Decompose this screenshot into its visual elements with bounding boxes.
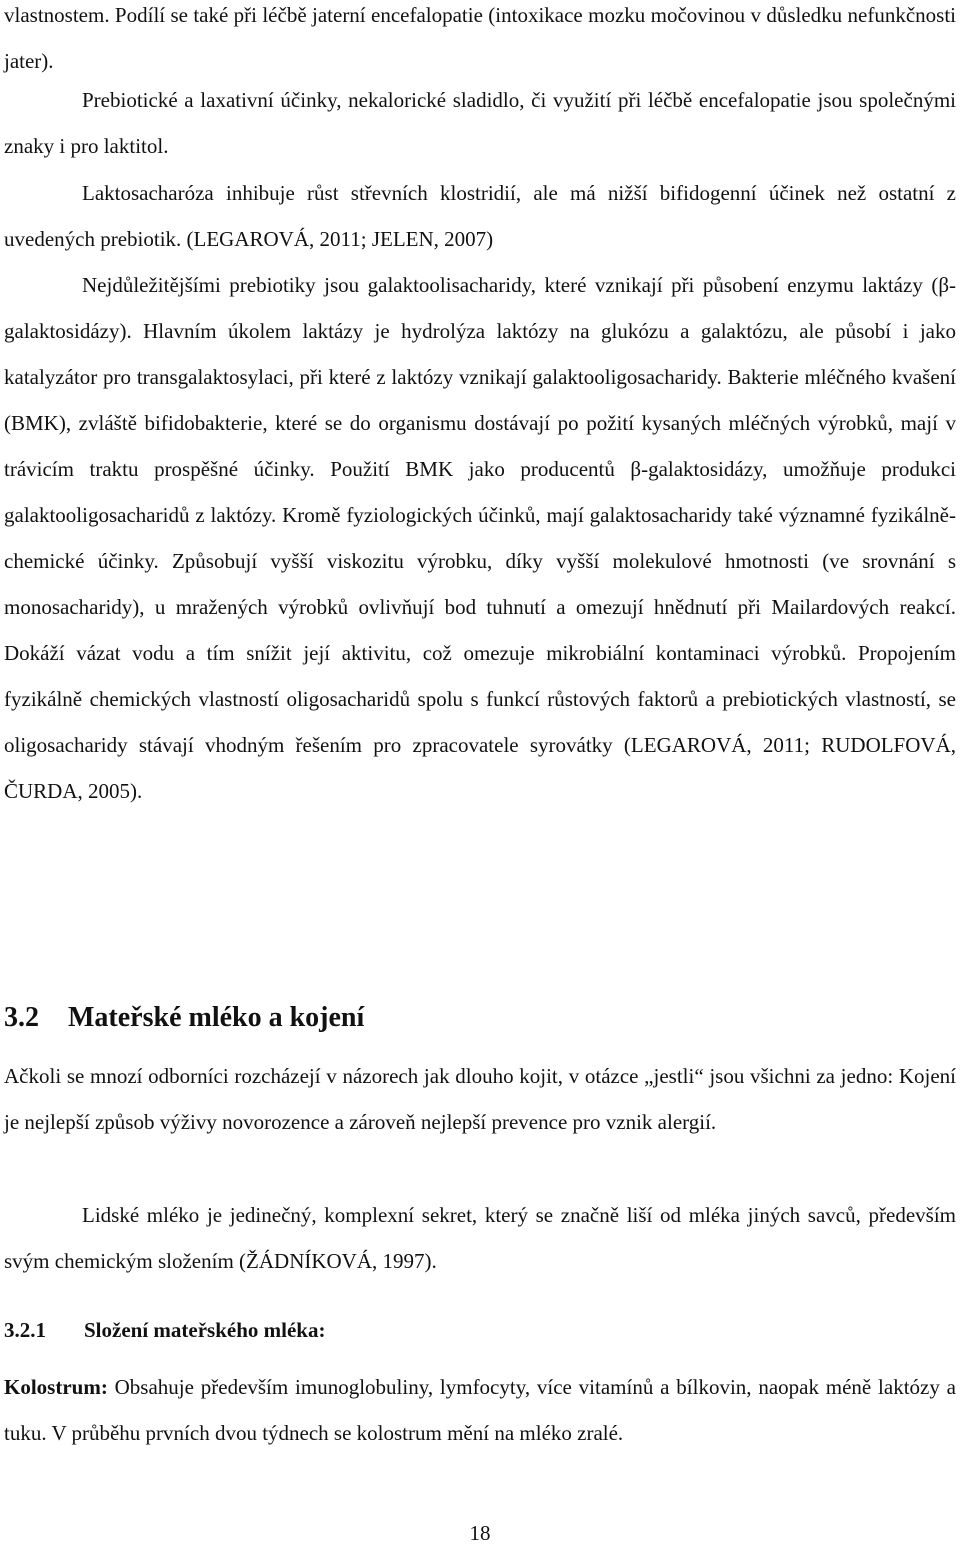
section-heading (4, 996, 364, 1040)
paragraph-kojeni: Ačkoli se mnozí odborníci rozcházejí v názorech jak dlouho kojit, v otázce „jestli“ jsou všichni za jedno: Kojení je nejlepší způsob výživy novorozence a zároveň nejlepší prevence pro vznik alergií. (4, 1064, 956, 1134)
paragraph-galaktooligosacharidy: Nejdůležitějšími prebiotiky jsou galaktoolisacharidy, které vznikají při působení enzymu laktázy (β-galaktosidázy). Hlavním úkolem laktázy je hydrolýza laktózy na glukózu a galaktózu, ale působí i jako katalyzátor pro transgalaktosylaci, při které z laktózy vznikají galaktooligosacharidy. Bakterie mléčného kvašení (BMK), zvláště bifidobakterie, které se do organismu dostávají po požití kysaných mléčných výrobků, mají v trávicím traktu prospěšné účinky. Použití BMK jako producentů β-galaktosidázy, umožňuje produkci galaktooligosacharidů z laktózy. Kromě fyziologických účinků, mají galaktosacharidy také významné fyzikálně-chemické účinky. Způsobují vyšší viskozitu výrobku, díky vyšší molekulové hmotnosti (ve srovnání s monosacharidy), u mražených výrobků ovlivňují bod tuhnutí a omezují hnědnutí při Mailardových reakcí. Dokáží vázat vodu a tím snížit její aktivitu, což omezuje mikrobiální kontaminaci výrobků. Propojením fyzikálně chemických vlastností oligosacharidů spolu s funkcí růstových faktorů a prebiotických vlastností, se oligosacharidy stávají vhodným řešením pro zpracovatele syrovátky (LEGAROVÁ, 2011; RUDOLFOVÁ, ČURDA, 2005). (4, 273, 956, 803)
paragraph-laktosacharoza: Laktosacharóza inhibuje růst střevních klostridií, ale má nižší bifidogenní účinek než ostatní z uvedených prebiotik. (LEGAROVÁ, 2011; JELEN, 2007) (4, 181, 956, 251)
section-title: Mateřské mléko a kojení (68, 1002, 365, 1033)
paragraph-continuation: vlastnostem. Podílí se také při léčbě jaterní encefalopatie (intoxikace mozku močovinou v důsledku nefunkčnosti jater). (4, 3, 956, 73)
paragraph-laktitol: Prebiotické a laxativní účinky, nekalorické sladidlo, či využití při léčbě encefalopatie jsou společnými znaky i pro laktitol. (4, 88, 956, 158)
subsection-number: 3.2.1 (4, 1318, 46, 1342)
kolostrum-label: Kolostrum: (4, 1375, 108, 1399)
paragraph-lidske-mleko: Lidské mléko je jedinečný, komplexní sekret, který se značně liší od mléka jiných savců, především svým chemickým složením (ŽÁDNÍKOVÁ, 1997). (4, 1203, 956, 1273)
kolostrum-text: Obsahuje především imunoglobuliny, lymfocyty, více vitamínů a bílkovin, naopak méně laktózy a tuku. V průběhu prvních dvou týdnech se kolostrum mění na mléko zralé. (4, 1375, 956, 1445)
document-page (4, 0, 956, 1550)
subsection-title: Složení mateřského mléka: (84, 1318, 326, 1342)
paragraph-kolostrum (4, 1364, 956, 1456)
subsection-heading (4, 1310, 325, 1350)
page-number: 18 (469, 1521, 491, 1545)
section-number: 3.2 (4, 1002, 39, 1033)
